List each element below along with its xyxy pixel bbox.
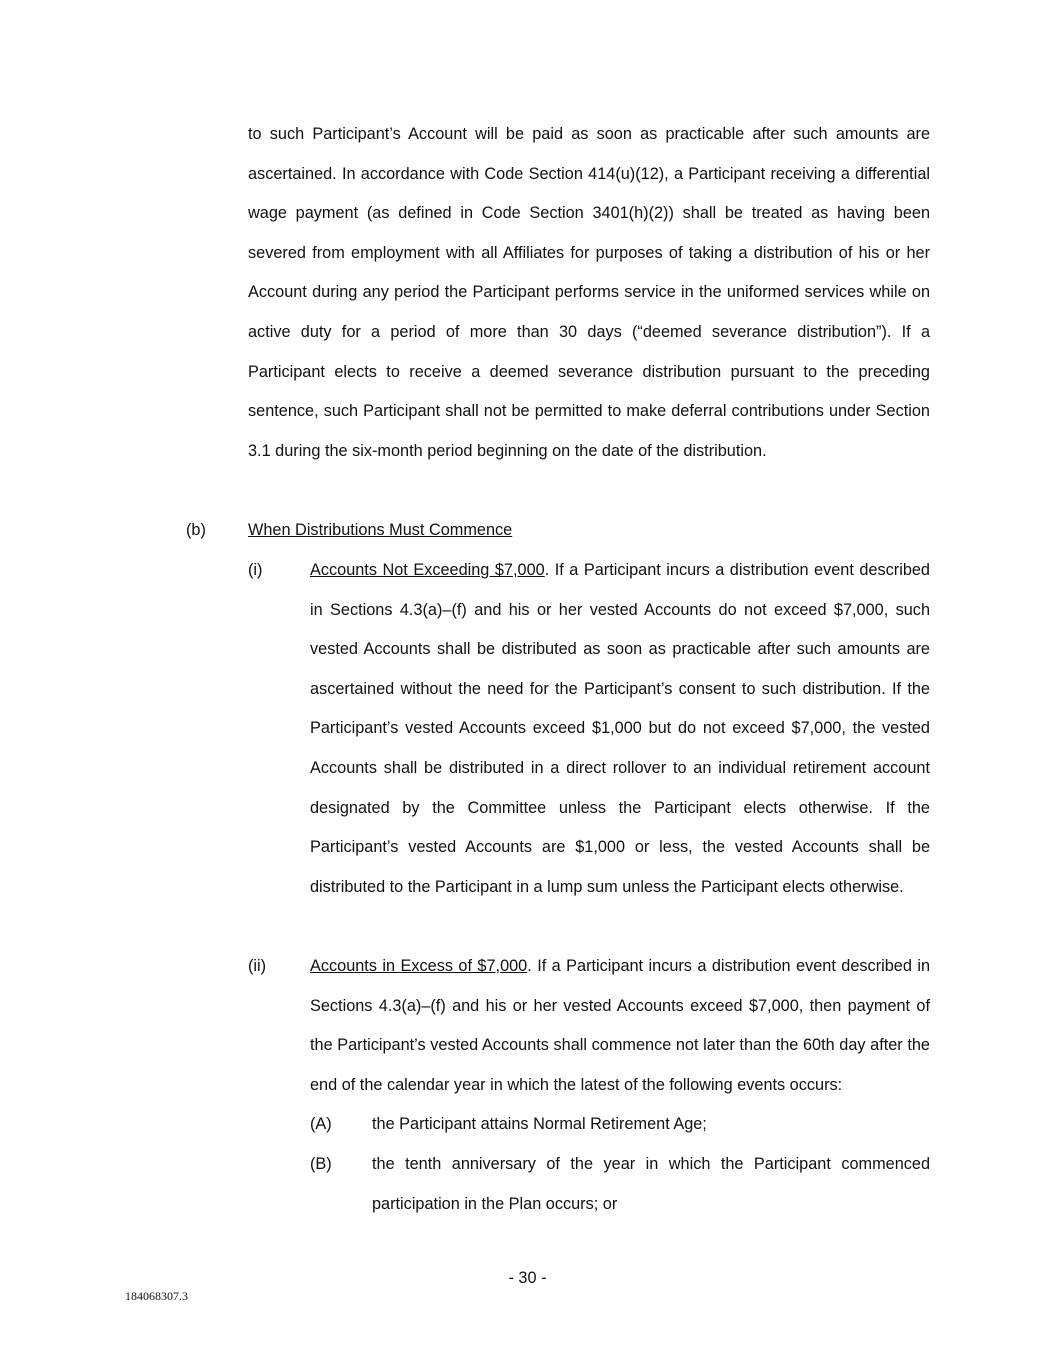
section-b-heading: When Distributions Must Commence — [248, 521, 513, 539]
document-id: 184068307.3 — [125, 1289, 188, 1303]
item-i-heading: Accounts Not Exceeding $7,000 — [310, 561, 545, 579]
item-i-paragraph — [310, 551, 930, 907]
item-ii-body: . If a Participant incurs a distribution event described in Sections 4.3(a)–(f) and his or her vested Accounts exceed $7,000, then payment of the Participant’s vested Accounts shall commence not later than the 60th day after the end of the calendar year in which the latest of the following events occurs: — [310, 957, 930, 1094]
item-ii-label: (ii) — [248, 957, 267, 975]
section-b-label: (b) — [186, 521, 206, 539]
item-ii-paragraph — [310, 947, 930, 1105]
item-B-text: the tenth anniversary of the year in which the Participant commenced participation in the Plan occurs; or — [372, 1155, 930, 1213]
item-i-body: . If a Participant incurs a distribution event described in Sections 4.3(a)–(f) and his or her vested Accounts do not exceed $7,000, such vested Accounts shall be distributed as soon as practicable after such amounts are ascertained without the need for the Participant’s consent to such distribution. If the Participant’s vested Accounts exceed $1,000 but do not exceed $7,000, the vested Accounts shall be distributed in a direct rollover to an individual retirement account designated by the Committee unless the Participant elects otherwise. If the Participant’s vested Accounts are $1,000 or less, the vested Accounts shall be distributed to the Participant in a lump sum unless the Participant elects otherwise. — [310, 561, 930, 896]
item-B-label: (B) — [310, 1155, 332, 1173]
page-number: - 30 - — [508, 1269, 547, 1287]
item-ii-heading: Accounts in Excess of $7,000 — [310, 957, 528, 975]
item-A-label: (A) — [310, 1115, 332, 1133]
item-i-label: (i) — [248, 561, 263, 579]
item-A-text: the Participant attains Normal Retirement Age; — [372, 1115, 707, 1133]
continuation-paragraph: to such Participant’s Account will be paid as soon as practicable after such amounts are ascertained. In accordance with Code Section 414(u)(12), a Participant receiving a differential wage payment (as defined in Code Section 3401(h)(2)) shall be treated as having been severed from employment with all Affiliates for purposes of taking a distribution of his or her Account during any period the Participant performs service in the uniformed services while on active duty for a period of more than 30 days (“deemed severance distribution”). If a Participant elects to receive a deemed severance distribution pursuant to the preceding sentence, such Participant shall not be permitted to make deferral contributions under Section 3.1 during the six-month period beginning on the date of the distribution. — [248, 125, 930, 460]
